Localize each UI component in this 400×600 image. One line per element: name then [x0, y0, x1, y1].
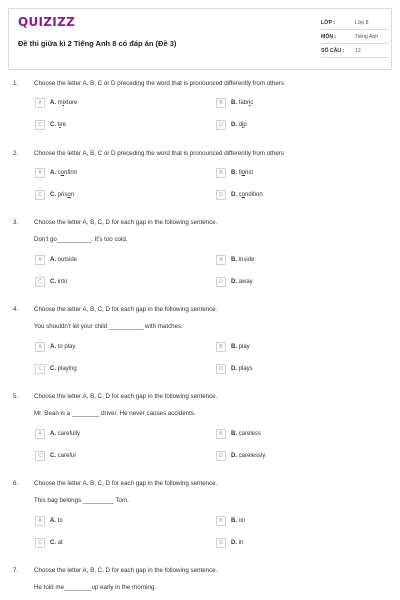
option-letter-box: C	[35, 277, 45, 287]
option-text	[50, 366, 77, 372]
option-text	[231, 192, 263, 198]
worksheet-title: Đề thi giữa kì 2 Tiếng Anh 8 có đáp án (Đề 3)	[18, 39, 177, 48]
option-letter-box: B	[216, 342, 226, 352]
answer-option-c[interactable]	[35, 363, 77, 375]
option-word-part: plays	[238, 366, 253, 372]
option-word-part: re	[60, 122, 67, 128]
option-prefix: A.	[50, 344, 56, 350]
option-word-part: c	[238, 192, 242, 198]
answer-option-c[interactable]	[35, 119, 66, 131]
option-word-part: at	[57, 540, 63, 546]
option-letter-box: C	[35, 120, 45, 130]
option-word-part: ndition	[245, 192, 263, 198]
option-word-part: careless	[238, 431, 262, 437]
option-letter-box: A	[35, 98, 45, 108]
option-word-part: c	[57, 170, 61, 176]
answer-option-c[interactable]	[35, 450, 76, 462]
option-prefix: D.	[231, 122, 237, 128]
answer-option-b[interactable]	[216, 167, 253, 179]
option-prefix: C.	[50, 366, 56, 372]
option-text	[231, 344, 250, 350]
worksheet-meta	[321, 16, 389, 58]
option-word-part: careful	[57, 453, 76, 459]
option-prefix: A.	[50, 170, 56, 176]
option-text	[50, 170, 77, 176]
option-word-part: carefully	[57, 431, 81, 437]
option-letter-box: C	[35, 364, 45, 374]
answer-option-d[interactable]	[216, 119, 247, 131]
option-word-part: outside	[57, 257, 78, 263]
option-text	[231, 122, 247, 128]
option-word-part: c	[250, 100, 254, 106]
underlined-letter: i	[242, 122, 244, 128]
question-prompt: Choose the letter A, B, C, D for each gap in the following sentence.	[34, 219, 218, 226]
option-word-part: playing	[57, 366, 77, 372]
answer-option-b[interactable]	[216, 428, 261, 440]
meta-label: SỐ CÂU :	[321, 47, 345, 54]
option-text	[231, 540, 243, 546]
option-text	[231, 518, 245, 524]
option-word-part: t	[57, 122, 60, 128]
option-prefix: A.	[50, 257, 56, 263]
question-sentence: Mr. Bean is a ________ driver. He never causes accidents.	[34, 410, 196, 417]
option-word-part: m	[57, 100, 63, 106]
option-text	[231, 453, 265, 459]
option-prefix: A.	[50, 518, 56, 524]
meta-value: Lớp 8	[355, 19, 369, 26]
option-text	[50, 453, 76, 459]
option-prefix: C.	[50, 279, 56, 285]
option-text	[50, 122, 66, 128]
question-number: 6.	[13, 480, 19, 487]
option-word-part: into	[57, 279, 68, 285]
option-letter-box: D	[216, 538, 226, 548]
option-word-part: away	[238, 279, 253, 285]
option-letter-box: A	[35, 168, 45, 178]
option-word-part: n	[70, 192, 75, 198]
option-letter-box: B	[216, 168, 226, 178]
option-letter-box: A	[35, 429, 45, 439]
meta-row-grade	[321, 16, 389, 30]
worksheet-header	[8, 8, 392, 70]
option-word-part: inside	[238, 257, 255, 263]
question-number: 2.	[13, 150, 19, 157]
option-prefix: B.	[231, 518, 237, 524]
answer-option-d[interactable]	[216, 363, 253, 375]
answer-option-a[interactable]	[35, 515, 63, 527]
option-word-part: carelessly	[238, 453, 266, 459]
option-letter-box: A	[35, 255, 45, 265]
question-number: 7.	[13, 567, 19, 574]
answer-option-a[interactable]	[35, 254, 77, 266]
option-prefix: C.	[50, 453, 56, 459]
answer-option-a[interactable]	[35, 97, 77, 109]
option-word-part: to play	[57, 344, 76, 350]
option-text	[50, 100, 77, 106]
option-text	[50, 279, 67, 285]
option-text	[231, 100, 253, 106]
option-letter-box: C	[35, 190, 45, 200]
option-prefix: B.	[231, 257, 237, 263]
meta-value: Tiếng Anh	[355, 33, 379, 40]
option-word-part: fl	[238, 170, 242, 176]
answer-option-c[interactable]	[35, 189, 74, 201]
underlined-letter: i	[59, 122, 61, 128]
option-letter-box: D	[216, 120, 226, 130]
option-text	[50, 540, 63, 546]
question-prompt: Choose the letter A, B, C or D preceding the word that is pronounced differently from others	[34, 80, 284, 87]
option-letter-box: C	[35, 451, 45, 461]
option-word-part: to	[57, 518, 63, 524]
question-prompt: Choose the letter A, B, C, D for each gap in the following sentence.	[34, 393, 218, 400]
option-prefix: D.	[231, 192, 237, 198]
underlined-letter: o	[60, 170, 65, 176]
option-prefix: C.	[50, 122, 56, 128]
answer-option-b[interactable]	[216, 254, 254, 266]
answer-option-a[interactable]	[35, 341, 75, 353]
option-letter-box: D	[216, 190, 226, 200]
option-word-part: play	[238, 344, 250, 350]
option-word-part: d	[238, 122, 243, 128]
underlined-letter: o	[67, 192, 71, 198]
underlined-letter: o	[241, 170, 246, 176]
answer-option-d[interactable]	[216, 276, 253, 288]
meta-label: MÔN :	[321, 33, 337, 40]
option-text	[50, 192, 74, 198]
option-letter-box: C	[35, 538, 45, 548]
option-word-part: p	[243, 122, 247, 128]
answer-option-d[interactable]	[216, 537, 243, 549]
underlined-letter: i	[62, 100, 65, 106]
underlined-letter: o	[241, 192, 246, 198]
question-number: 3.	[13, 219, 19, 226]
option-letter-box: A	[35, 516, 45, 526]
option-letter-box: D	[216, 277, 226, 287]
option-text	[231, 366, 253, 372]
option-letter-box: B	[216, 516, 226, 526]
option-text	[231, 279, 253, 285]
option-word-part: nfirm	[64, 170, 78, 176]
answer-option-a[interactable]	[35, 428, 80, 440]
answer-option-c[interactable]	[35, 537, 63, 549]
option-prefix: D.	[231, 279, 237, 285]
option-text	[231, 431, 261, 437]
question-prompt: Choose the letter A, B, C, D for each gap in the following sentence.	[34, 567, 218, 574]
option-prefix: C.	[50, 192, 56, 198]
option-prefix: B.	[231, 344, 237, 350]
option-word-part: in	[238, 540, 244, 546]
answer-option-d[interactable]	[216, 450, 265, 462]
option-prefix: C.	[50, 540, 56, 546]
option-prefix: D.	[231, 366, 237, 372]
meta-value: 12	[355, 47, 361, 54]
option-letter-box: B	[216, 429, 226, 439]
option-text	[50, 431, 80, 437]
option-letter-box: A	[35, 342, 45, 352]
question-prompt: Choose the letter A, B, C or D preceding the word that is pronounced differently from others	[34, 150, 284, 157]
option-prefix: B.	[231, 100, 237, 106]
option-text	[50, 518, 63, 524]
question-prompt: Choose the letter A, B, C, D for each gap in the following sentence.	[34, 306, 218, 313]
answer-option-b[interactable]	[216, 97, 253, 109]
question-number: 4.	[13, 306, 19, 313]
question-sentence: You shouldn't let your child __________ with matches.	[34, 323, 183, 330]
option-prefix: D.	[231, 540, 237, 546]
answer-option-c[interactable]	[35, 276, 67, 288]
option-text	[231, 170, 253, 176]
question-prompt: Choose the letter A, B, C, D for each gap in the following sentence.	[34, 480, 218, 487]
option-word-part: on	[238, 518, 246, 524]
option-word-part: fabr	[238, 100, 250, 106]
question-sentence: This bag belongs _________ Tom.	[34, 497, 129, 504]
answer-option-b[interactable]	[216, 341, 250, 353]
meta-row-question-count	[321, 44, 389, 58]
option-prefix: D.	[231, 453, 237, 459]
option-word-part: rist	[245, 170, 254, 176]
option-letter-box: D	[216, 451, 226, 461]
option-letter-box: B	[216, 255, 226, 265]
option-prefix: B.	[231, 170, 237, 176]
option-letter-box: D	[216, 364, 226, 374]
option-text	[50, 257, 77, 263]
question-number: 1.	[13, 80, 19, 87]
option-prefix: B.	[231, 431, 237, 437]
meta-label: LỚP :	[321, 19, 336, 26]
option-text	[50, 344, 75, 350]
answer-option-a[interactable]	[35, 167, 77, 179]
option-word-part: pris	[57, 192, 68, 198]
underlined-letter: i	[249, 100, 251, 106]
meta-row-subject	[321, 30, 389, 44]
option-prefix: A.	[50, 100, 56, 106]
question-number: 5.	[13, 393, 19, 400]
option-text	[231, 257, 254, 263]
option-letter-box: B	[216, 98, 226, 108]
option-word-part: xture	[64, 100, 78, 106]
quizizz-logo: QUIZIZZ	[18, 15, 76, 29]
question-sentence: He told me________up early in the morning.	[34, 584, 157, 591]
question-sentence: Don't go__________. It's too cold.	[34, 236, 128, 243]
answer-option-d[interactable]	[216, 189, 263, 201]
option-prefix: A.	[50, 431, 56, 437]
answer-option-b[interactable]	[216, 515, 245, 527]
